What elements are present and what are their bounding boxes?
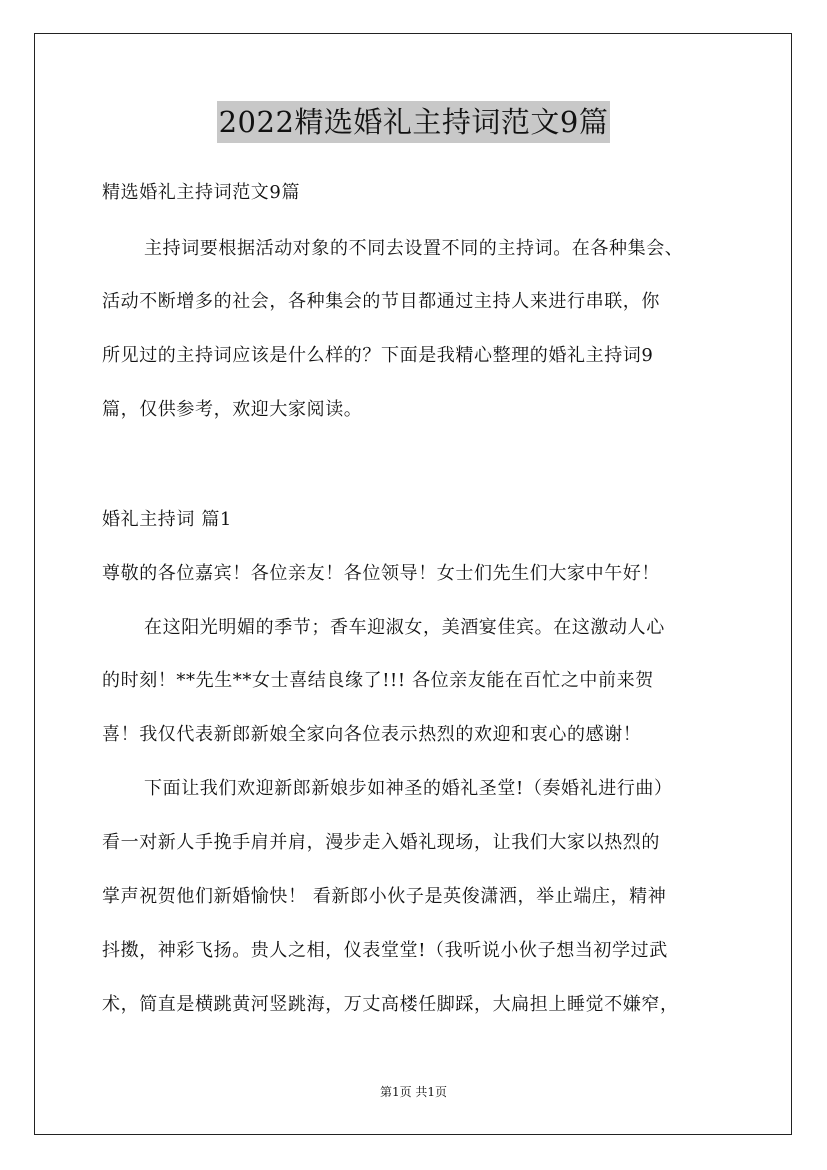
document-subtitle: 精选婚礼主持词范文9篇 <box>102 182 301 203</box>
title-container <box>0 101 827 143</box>
body-line: 在这阳光明媚的季节；香车迎淑女，美酒宴佳宾。在这激动人心 <box>144 617 665 638</box>
body-line: 的时刻！**先生**女士喜结良缘了!!! 各位亲友能在百忙之中前来贺 <box>102 670 654 691</box>
page-footer: 第1页 共1页 <box>379 1085 448 1099</box>
intro-line: 篇，仅供参考，欢迎大家阅读。 <box>102 399 363 420</box>
body-line: 下面让我们欢迎新郎新娘步如神圣的婚礼圣堂!（奏婚礼进行曲） <box>144 778 673 799</box>
intro-line: 所见过的主持词应该是什么样的？下面是我精心整理的婚礼主持词9 <box>102 345 654 366</box>
body-line: 喜！我仅代表新郎新娘全家向各位表示热烈的欢迎和衷心的感谢！ <box>102 724 642 745</box>
body-line: 尊敬的各位嘉宾！各位亲友！各位领导！女士们先生们大家中午好！ <box>102 563 660 584</box>
document-title: 2022精选婚礼主持词范文9篇 <box>217 101 611 143</box>
body-line: 掌声祝贺他们新婚愉快！ 看新郎小伙子是英俊潇洒，举止端庄，精神 <box>102 886 667 907</box>
body-line: 术，简直是横跳黄河竖跳海，万丈高楼任脚踩，大扁担上睡觉不嫌窄， <box>102 994 679 1015</box>
intro-line: 主持词要根据活动对象的不同去设置不同的主持词。在各种集会、 <box>144 238 684 259</box>
body-line: 看一对新人手挽手肩并肩，漫步走入婚礼现场，让我们大家以热烈的 <box>102 832 660 853</box>
section-heading: 婚礼主持词 篇1 <box>102 509 232 530</box>
intro-line: 活动不断增多的社会，各种集会的节目都通过主持人来进行串联，你 <box>102 291 660 312</box>
body-line: 抖擞，神彩飞扬。贵人之相，仪表堂堂!（我听说小伙子想当初学过武 <box>102 940 668 961</box>
